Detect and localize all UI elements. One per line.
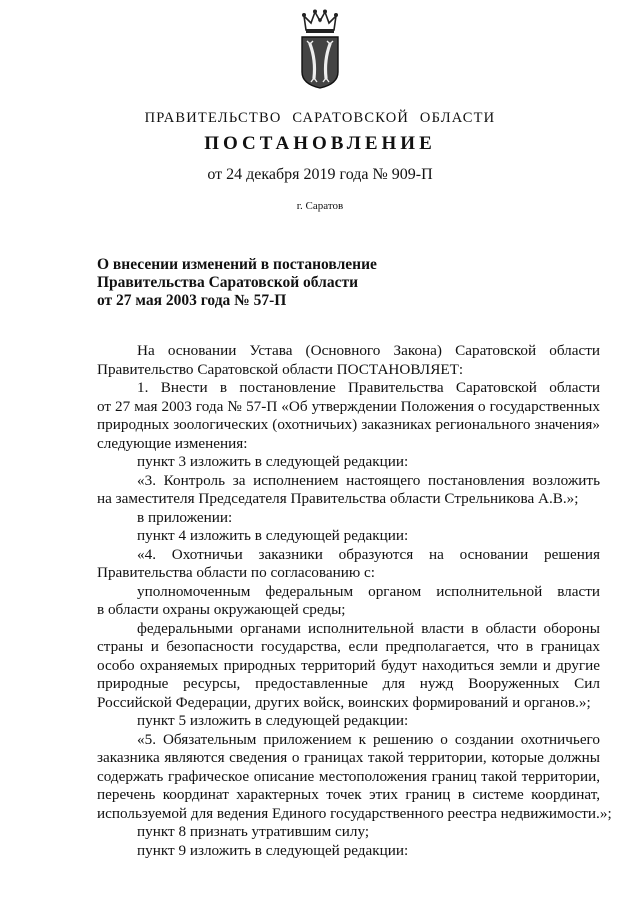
body-line: особо охраняемых природных территорий будут находиться земли и другие [97,656,600,674]
body-line: пункт 5 изложить в следующей редакции: [137,712,409,729]
subject-line: О внесении изменений в постановление [97,256,377,273]
body-line: от 27 мая 2003 года № 57-П «Об утверждении Положения о государственных [97,397,600,415]
document-body [97,342,612,860]
body-line: перечень координат характерных точек этих границ в системе координат, [97,786,600,803]
body-line: 1. Внести в постановление Правительства Саратовской области [137,379,600,396]
body-line: пункт 4 изложить в следующей редакции: [137,527,409,544]
body-line: следующие изменения: [97,434,248,452]
body-line: заказника являются сведения о границах такой территории, которые должны [97,749,600,766]
body-line: уполномоченным федеральным органом исполнительной власти [137,582,600,600]
document-type: ПОСТАНОВЛЕНИЕ [204,133,436,154]
body-line: пункт 8 признать утратившим силу; [137,823,370,840]
body-line: пункт 9 изложить в следующей редакции: [137,841,409,859]
body-line: пункт 3 изложить в следующей редакции: [137,453,409,470]
body-line: страны и безопасности государства, если предполагается, что в границах [97,638,600,655]
body-line: в области охраны окружающей среды; [97,601,346,618]
body-line: федеральными органами исполнительной власти в области обороны [137,619,600,637]
body-line: Российской Федерации, других войск, воинских формирований и органов.»; [97,693,591,711]
body-line: природные ресурсы, предоставленные для нужд Вооруженных Сил [97,675,600,692]
document-subject [97,256,377,310]
body-line: «5. Обязательным приложением к решению о создании охотничьего [137,730,600,748]
body-line: Правительство Саратовской области ПОСТАНОВЛЯЕТ: [97,360,464,378]
body-line: на заместителя Председателя Правительства области Стрельникова А.В.»; [97,490,579,507]
body-line: содержать графическое описание местоположения границ такой территории, [97,767,600,785]
body-line: используемой для ведения Единого государственного реестра недвижимости.»; [97,804,612,822]
subject-line: от 27 мая 2003 года № 57-П [97,292,287,309]
subject-line: Правительства Саратовской области [97,274,358,291]
body-line: Правительства области по согласованию с: [97,564,375,581]
saratov-coat-of-arms-icon [298,8,342,90]
body-line: природных зоологических (охотничьих) заказниках регионального значения» [97,416,600,433]
body-line: в приложении: [137,508,233,526]
document-city: г. Саратов [296,200,344,212]
body-line: На основании Устава (Основного Закона) Саратовской области [137,342,600,359]
document-date-number: от 24 декабря 2019 года № 909-П [207,166,433,183]
body-line: «4. Охотничьи заказники образуются на основании решения [137,545,600,563]
body-line: «3. Контроль за исполнением настоящего постановления возложить [137,471,600,489]
government-name: ПРАВИТЕЛЬСТВО САРАТОВСКОЙ ОБЛАСТИ [144,110,496,126]
